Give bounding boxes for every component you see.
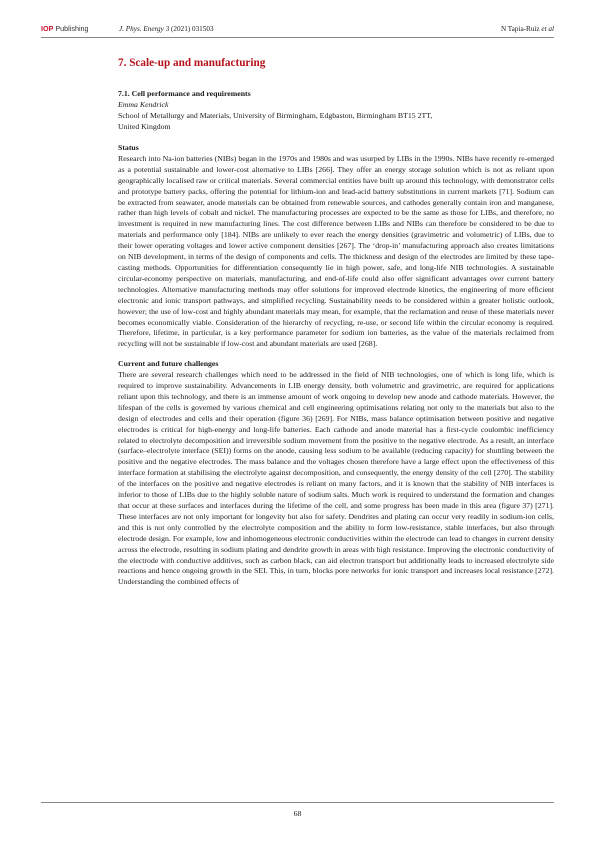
publisher-logo	[41, 24, 89, 34]
subsection-title: 7.1. Cell performance and requirements	[118, 89, 251, 98]
logo-text: Publishing	[55, 24, 89, 33]
header-author-name: N Tapia-Ruiz	[500, 25, 540, 33]
footer-divider	[41, 802, 554, 803]
logo-brand: IOP	[41, 24, 54, 33]
header-et-al: et al	[541, 25, 554, 33]
affiliation-line-1: School of Metallurgy and Materials, University of Birmingham, Edgbaston, Birmingham BT15 2TT,	[118, 111, 433, 120]
challenges-paragraph: There are several research challenges which need to be addressed in the field of NIB technologies, one of which is long life, which is required to improve sustainability. Advancements in LIB energy density, both volumetric and gravimetric, are required for applications reliant upon this technology, and there is an immense amount of work ongoing to develop new anode and cathode materials. However, the lifespan of the cells is governed by various chemical and cell engineering optimisations relating not only to the materials but also to the design of electrodes and cells and their operation (figure 36) [269]. For NIBs, mass balance optimisation between positive and negative electrodes is critical for high-energy and long-life batteries. Each cathode and anode material has a first-cycle coulombic inefficiency related to electrolyte decomposition and irreversible sodium movement from the positive to the negative electrode. As a result, an interface (surface–electrolyte interface (SEI)) forms on the anode, causing less sodium to be available (reducing capacity) for shuttling between the positive and the negative electrodes. The mass balance and the voltages chosen therefore have a large effect upon the effectiveness of this interface formation at stabilising the electrolyte against decomposition, and consequently, the energy density of the cell [270]. The stability of the interfaces on the positive and negative electrodes is reliant on many factors, and it is known that the stability of NIB interfaces is inferior to those of LIBs due to the highly soluble nature of sodium salts. Much work is required to understand the formation and changes that occur at these surfaces and interfaces during the lifetime of the cell, and some progress has been made in this area (figure 37) [271]. These interfaces are not only important for longevity but also for safety. Dendrites and plating can occur very readily in sodium-ion cells, and this is not only controlled by the electrolyte composition and the ability to form low-resistance, stable interfaces, but also through electrode design. For example, low and inhomogeneous electronic conductivities within the electrode can lead to changes in current density across the electrode, resulting in sodium plating and dendrite growth in areas with high resistance. Improving the electronic conductivity of the electrode with conductive additives, such as carbon black, can aid electron transport but additionally leads to increased electrolyte side reactions and hence ongoing growth in the SEI. This, in turn, blocks pore networks for ionic transport and increases local resistance [272]. Understanding the combined effects of	[118, 370, 554, 587]
header-authors	[501, 24, 554, 34]
challenges-heading: Current and future challenges	[118, 359, 219, 369]
subsection-author: Emma Kendrick	[118, 100, 169, 109]
page-content	[118, 56, 554, 588]
page-number: 68	[293, 809, 302, 818]
running-header	[41, 24, 554, 36]
affiliation-line-2: United Kingdom	[118, 122, 171, 131]
subsection-header	[118, 88, 554, 132]
status-heading: Status	[118, 143, 139, 152]
journal-name: J. Phys. Energy	[119, 25, 164, 33]
status-paragraph: Research into Na-ion batteries (NIBs) began in the 1970s and 1980s and was usurped by LIBs in the 1990s. NIBs have recently re-emerged as a potential sustainable and lower-cost alternative to LIBs [266]. They offer an energy storage solution which is not as reliant upon geographically localised raw or critical materials. Several commercial entities have built up around this technology, with demonstrator cells and prototype battery packs, offering the potential for lithium-ion and lead-acid battery substitutions in current markets [71]. Sodium can be extracted from seawater, anode materials can be obtained from renewable sources, and cathodes generally contain iron and manganese, rather than high levels of cobalt and nickel. The manufacturing processes are expected to be the same as those for LIBs, and therefore, no investment is required in new manufacturing lines. The cost difference between LIBs and NIBs can therefore be considered to be due to materials and performance only [184]. NIBs are unlikely to ever reach the energy densities (gravimetric and volumetric) of LIBs, due to their lower operating voltages and lower active component densities [267]. The ‘drop-in’ manufacturing approach also creates limitations on NIB development, in terms of the design of components and cells. The thickness and design of the electrodes are limited by these tape-casting methods. Opportunities for differentiation consequently lie in high power, safe, and long-life NIB technologies. A sustainable circular-economy perspective on materials, manufacturing, and end-of-life could also offer significant advantages over current battery technologies. Alternative manufacturing methods may offer solutions for improved electrode kinetics, the engineering of more efficient electronic and ionic transport pathways, and simplified recycling. Sustainability needs to be considered within a greater holistic outlook, however; the use of low-cost and highly abundant materials may mean, for example, that the reclamation and reuse of these materials never becomes economically viable. Consideration of the hierarchy of recycling, re-use, or second life within the circular economy is required. Therefore, lifetime, in particular, is a key performance parameter for sodium ion batteries, as the value of the materials reclaimed from recycling will not be sustainable if low-cost and abundant materials are used [268].	[118, 153, 554, 349]
journal-citation	[119, 24, 214, 34]
section-title: 7. Scale-up and manufacturing	[118, 57, 266, 69]
journal-volume: 3 (2021) 031503	[165, 25, 214, 33]
header-divider	[41, 37, 554, 38]
